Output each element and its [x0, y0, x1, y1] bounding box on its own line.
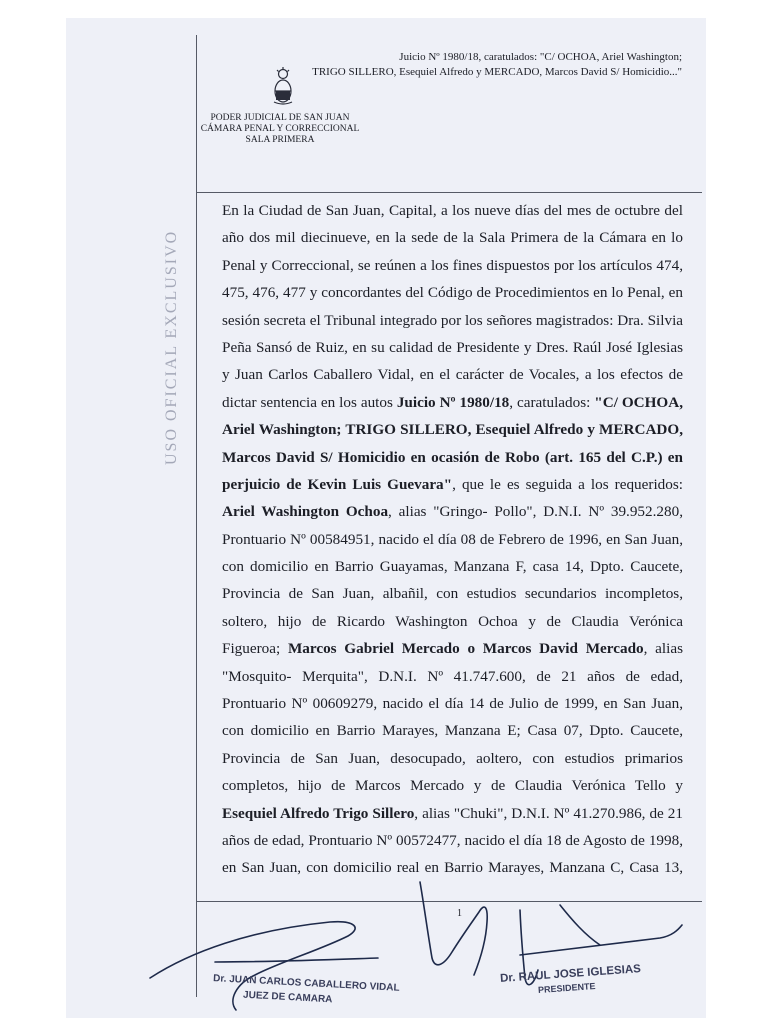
body-line: Prontuario Nº 00609279, nacido el día 14 de Julio de 1999, en San Juan,	[222, 695, 683, 713]
body-text: , alias "Chuki", D.N.I. Nº 41.270.986, de 21	[414, 804, 683, 822]
court-line-1: PODER JUDICIAL DE SAN JUAN	[210, 113, 350, 123]
body-line: y Juan Carlos Caballero Vidal, en el carácter de Vocales, a los efectos de	[222, 366, 683, 384]
body-line: con domicilio en Barrio Guayamas, Manzana F, casa 14, Dpto. Caucete,	[222, 558, 683, 576]
case-reference-line-1: Juicio Nº 1980/18, caratulados: "C/ OCHOA, Ariel Washington;	[399, 51, 682, 63]
body-line: Provincia de San Juan, desocupado, aoltero, con estudios primarios	[222, 749, 683, 767]
body-line: con domicilio en Barrio Marayes, Manzana E; Casa 07, Dpto. Caucete,	[222, 722, 683, 740]
body-line	[222, 444, 683, 471]
official-use-stamp: USO OFICIAL EXCLUSIVO	[163, 229, 180, 465]
defendant-name: Marcos Gabriel Mercado o Marcos David Mercado	[287, 640, 644, 658]
body-text: , alias	[643, 640, 683, 658]
signature-left-name: Dr. JUAN CARLOS CABALLERO VIDAL	[212, 973, 400, 994]
defendant-name: Esequiel Alfredo Trigo Sillero	[222, 804, 415, 822]
defendant-name: Ariel Washington Ochoa	[222, 503, 389, 521]
signature-right-name: Dr. RAUL JOSE IGLESIAS	[499, 963, 642, 985]
body-line	[222, 389, 683, 416]
body-line: Peña Sansó de Ruiz, en su calidad de Presidente y Dres. Raúl José Iglesias	[222, 338, 683, 356]
body-line: "Mosquito- Merquita", D.N.I. Nº 41.747.600, de 21 años de edad,	[222, 667, 683, 685]
body-line: Prontuario Nº 00584951, nacido el día 08 de Febrero de 1996, en San Juan,	[222, 530, 683, 548]
header-divider	[196, 192, 702, 193]
body-text: dictar sentencia en los autos	[222, 393, 397, 411]
footer-divider	[196, 901, 702, 902]
case-title: perjuicio de Kevin Luis Guevara"	[222, 475, 453, 493]
signature-right-role: PRESIDENTE	[537, 981, 596, 995]
body-line: año dos mil diecinueve, en la sede de la Sala Primera de la Cámara en lo	[222, 229, 683, 247]
body-line	[222, 635, 683, 662]
court-line-3: SALA PRIMERA	[245, 135, 315, 145]
body-line: sesión secreta el Tribunal integrado por los señores magistrados: Dra. Silvia	[222, 311, 684, 329]
body-line	[222, 498, 683, 525]
body-line: completos, hijo de Marcos Mercado y de Claudia Verónica Tello y	[222, 777, 683, 795]
body-line: soltero, hijo de Ricardo Washington Ochoa y de Claudia Verónica	[222, 612, 683, 630]
body-line	[222, 800, 683, 827]
body-text: , que le es seguida a los requeridos:	[452, 475, 683, 493]
body-line	[222, 416, 683, 443]
court-line-2: CÁMARA PENAL Y CORRECCIONAL	[200, 124, 360, 134]
body-line: en San Juan, con domicilio real en Barrio Marayes, Manzana C, Casa 13,	[222, 859, 683, 877]
margin-line	[196, 35, 197, 997]
case-title: "C/ OCHOA,	[594, 393, 684, 411]
coat-of-arms-icon	[270, 66, 296, 106]
document-body	[222, 197, 683, 882]
body-line: En la Ciudad de San Juan, Capital, a los nueve días del mes de octubre del	[222, 202, 683, 219]
case-number: Juicio Nº 1980/18	[396, 393, 510, 411]
signature-left-role: JUEZ DE CAMARA	[242, 989, 333, 1006]
body-text: Figueroa;	[222, 640, 288, 658]
case-title: Ariel Washington; TRIGO SILLERO, Esequiel Alfredo y MERCADO,	[222, 421, 683, 439]
court-name	[200, 113, 360, 146]
page-number: 1	[457, 908, 462, 919]
body-line: Penal y Correccional, se reúnen a los fines dispuestos por los artículos 474,	[222, 256, 683, 274]
case-title: Marcos David S/ Homicidio en ocasión de Robo (art. 165 del C.P.) en	[222, 448, 683, 466]
body-line: Provincia de San Juan, albañil, con estudios secundarios incompletos,	[222, 585, 683, 603]
case-reference	[182, 50, 682, 80]
body-text: , caratulados:	[509, 393, 595, 411]
case-reference-line-2: TRIGO SILLERO, Esequiel Alfredo y MERCADO, Marcos David S/ Homicidio..."	[312, 66, 682, 78]
body-text: , alias "Gringo- Pollo", D.N.I. Nº 39.952.280,	[388, 503, 683, 521]
body-line: años de edad, Prontuario Nº 00572477, nacido el día 18 de Agosto de 1998,	[222, 831, 683, 849]
body-line	[222, 471, 683, 498]
body-line: 475, 476, 477 y concordantes del Código de Procedimientos en lo Penal, en	[222, 284, 683, 302]
